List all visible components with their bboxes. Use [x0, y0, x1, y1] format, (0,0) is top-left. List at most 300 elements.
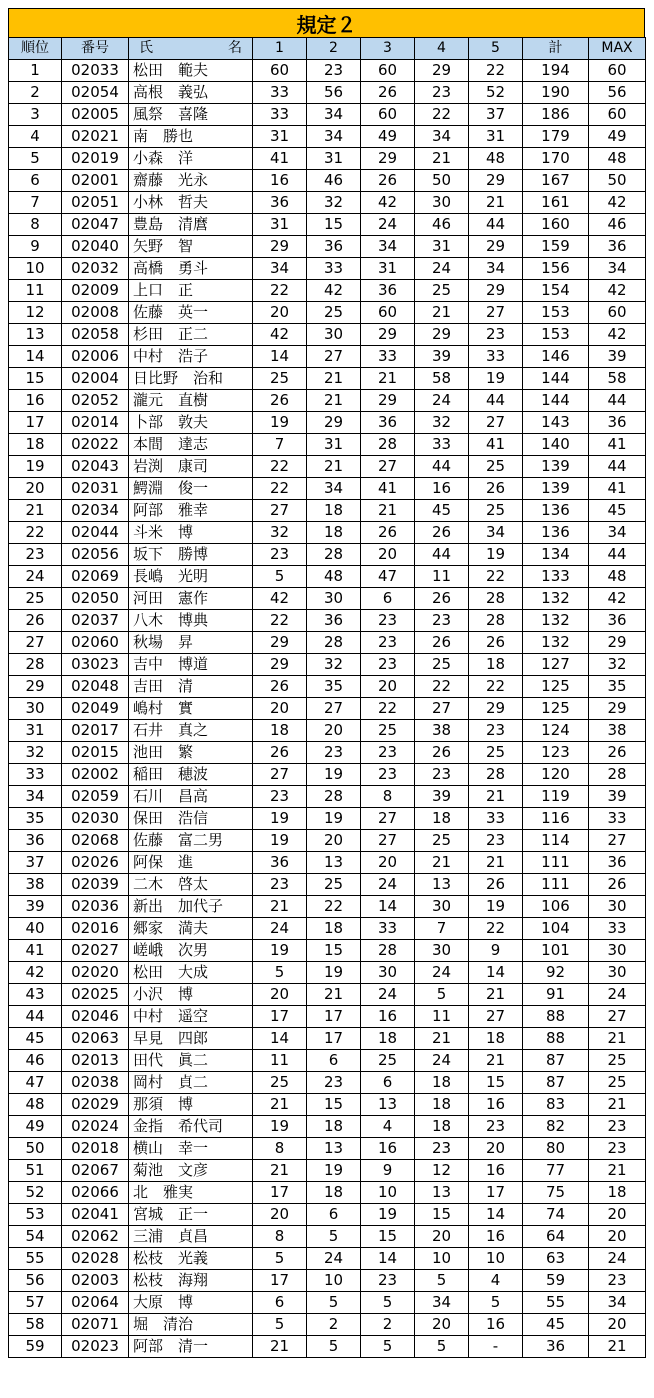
round-2-cell: 20 — [307, 720, 361, 742]
total-cell: 63 — [523, 1248, 589, 1270]
code-cell: 02032 — [62, 258, 129, 280]
round-5-cell: 31 — [469, 126, 523, 148]
name-cell: 宮城 正一 — [129, 1204, 253, 1226]
round-2-cell: 21 — [307, 390, 361, 412]
round-4-cell: 50 — [415, 170, 469, 192]
table-row — [9, 962, 646, 984]
table-row — [9, 214, 646, 236]
round-5-cell: 28 — [469, 588, 523, 610]
total-cell: 77 — [523, 1160, 589, 1182]
max-cell: 44 — [589, 544, 646, 566]
code-cell: 02015 — [62, 742, 129, 764]
name-cell: 那須 博 — [129, 1094, 253, 1116]
round-2-cell: 15 — [307, 214, 361, 236]
round-5-cell: 26 — [469, 632, 523, 654]
round-4-cell: 21 — [415, 148, 469, 170]
code-cell: 02028 — [62, 1248, 129, 1270]
table-row — [9, 412, 646, 434]
name-cell: 本間 達志 — [129, 434, 253, 456]
code-cell: 02054 — [62, 82, 129, 104]
max-cell: 60 — [589, 60, 646, 82]
round-3-cell: 28 — [361, 940, 415, 962]
round-1-cell: 17 — [253, 1270, 307, 1292]
rank-cell: 28 — [9, 654, 62, 676]
table-row — [9, 1270, 646, 1292]
round-3-cell: 24 — [361, 984, 415, 1006]
rank-cell: 43 — [9, 984, 62, 1006]
round-5-cell: 5 — [469, 1292, 523, 1314]
name-cell: 嵯峨 次男 — [129, 940, 253, 962]
code-cell: 02014 — [62, 412, 129, 434]
code-cell: 02056 — [62, 544, 129, 566]
code-cell: 02067 — [62, 1160, 129, 1182]
rank-cell: 6 — [9, 170, 62, 192]
code-cell: 02021 — [62, 126, 129, 148]
round-2-cell: 10 — [307, 1270, 361, 1292]
table-row — [9, 940, 646, 962]
table-row — [9, 1248, 646, 1270]
round-2-cell: 25 — [307, 302, 361, 324]
max-cell: 48 — [589, 566, 646, 588]
table-row — [9, 720, 646, 742]
round-5-cell: 14 — [469, 962, 523, 984]
rank-cell: 50 — [9, 1138, 62, 1160]
max-cell: 56 — [589, 82, 646, 104]
code-cell: 02052 — [62, 390, 129, 412]
table-row — [9, 346, 646, 368]
rank-cell: 55 — [9, 1248, 62, 1270]
max-cell: 21 — [589, 1160, 646, 1182]
round-5-cell: 27 — [469, 302, 523, 324]
round-2-cell: 28 — [307, 786, 361, 808]
round-3-cell: 60 — [361, 302, 415, 324]
total-cell: 179 — [523, 126, 589, 148]
round-4-cell: 26 — [415, 588, 469, 610]
total-cell: 116 — [523, 808, 589, 830]
max-cell: 24 — [589, 984, 646, 1006]
round-4-cell: 30 — [415, 940, 469, 962]
table-row — [9, 236, 646, 258]
name-cell: 岩渕 康司 — [129, 456, 253, 478]
round-2-cell: 13 — [307, 1138, 361, 1160]
round-4-cell: 58 — [415, 368, 469, 390]
name-cell: 小沢 博 — [129, 984, 253, 1006]
rank-cell: 20 — [9, 478, 62, 500]
rank-cell: 7 — [9, 192, 62, 214]
name-cell: 中村 遥空 — [129, 1006, 253, 1028]
table-row — [9, 874, 646, 896]
code-cell: 02006 — [62, 346, 129, 368]
max-cell: 60 — [589, 302, 646, 324]
name-cell: 新出 加代子 — [129, 896, 253, 918]
round-1-cell: 17 — [253, 1006, 307, 1028]
round-5-cell: 29 — [469, 236, 523, 258]
round-1-cell: 16 — [253, 170, 307, 192]
round-4-cell: 32 — [415, 412, 469, 434]
code-cell: 02025 — [62, 984, 129, 1006]
rank-cell: 33 — [9, 764, 62, 786]
round-1-cell: 14 — [253, 1028, 307, 1050]
total-cell: 83 — [523, 1094, 589, 1116]
col-header-name-given: 名 — [228, 40, 242, 56]
round-1-cell: 25 — [253, 1072, 307, 1094]
max-cell: 48 — [589, 148, 646, 170]
rank-cell: 45 — [9, 1028, 62, 1050]
round-2-cell: 22 — [307, 896, 361, 918]
max-cell: 23 — [589, 1116, 646, 1138]
round-3-cell: 6 — [361, 1072, 415, 1094]
rank-cell: 39 — [9, 896, 62, 918]
round-4-cell: 18 — [415, 808, 469, 830]
rank-cell: 47 — [9, 1072, 62, 1094]
round-4-cell: 10 — [415, 1248, 469, 1270]
round-5-cell: 41 — [469, 434, 523, 456]
max-cell: 38 — [589, 720, 646, 742]
total-cell: 106 — [523, 896, 589, 918]
round-1-cell: 27 — [253, 500, 307, 522]
max-cell: 26 — [589, 742, 646, 764]
max-cell: 42 — [589, 192, 646, 214]
total-cell: 124 — [523, 720, 589, 742]
round-5-cell: 27 — [469, 412, 523, 434]
round-5-cell: 23 — [469, 1116, 523, 1138]
name-cell: 阿部 清一 — [129, 1336, 253, 1358]
round-3-cell: 18 — [361, 1028, 415, 1050]
max-cell: 21 — [589, 1094, 646, 1116]
round-1-cell: 21 — [253, 896, 307, 918]
code-cell: 02044 — [62, 522, 129, 544]
name-cell: 松枝 光義 — [129, 1248, 253, 1270]
rank-cell: 24 — [9, 566, 62, 588]
round-3-cell: 29 — [361, 324, 415, 346]
rank-cell: 37 — [9, 852, 62, 874]
rank-cell: 31 — [9, 720, 62, 742]
table-row — [9, 1028, 646, 1050]
round-5-cell: 19 — [469, 896, 523, 918]
name-cell: 北 雅実 — [129, 1182, 253, 1204]
name-cell: 菊池 文彦 — [129, 1160, 253, 1182]
col-header-max: MAX — [589, 38, 646, 60]
max-cell: 29 — [589, 698, 646, 720]
rank-cell: 32 — [9, 742, 62, 764]
round-4-cell: 44 — [415, 544, 469, 566]
total-cell: 139 — [523, 456, 589, 478]
code-cell: 02001 — [62, 170, 129, 192]
round-2-cell: 6 — [307, 1204, 361, 1226]
code-cell: 02050 — [62, 588, 129, 610]
table-row — [9, 1226, 646, 1248]
code-cell: 02060 — [62, 632, 129, 654]
max-cell: 23 — [589, 1138, 646, 1160]
total-cell: 119 — [523, 786, 589, 808]
code-cell: 02016 — [62, 918, 129, 940]
rank-cell: 49 — [9, 1116, 62, 1138]
round-5-cell: 9 — [469, 940, 523, 962]
max-cell: 44 — [589, 390, 646, 412]
round-1-cell: 5 — [253, 1314, 307, 1336]
table-row — [9, 60, 646, 82]
max-cell: 33 — [589, 918, 646, 940]
round-4-cell: 30 — [415, 192, 469, 214]
round-3-cell: 14 — [361, 896, 415, 918]
round-5-cell: 21 — [469, 984, 523, 1006]
round-4-cell: 21 — [415, 1028, 469, 1050]
round-3-cell: 36 — [361, 280, 415, 302]
rank-cell: 57 — [9, 1292, 62, 1314]
round-1-cell: 42 — [253, 588, 307, 610]
round-2-cell: 31 — [307, 434, 361, 456]
name-cell: 三浦 貞昌 — [129, 1226, 253, 1248]
ranking-table — [8, 37, 646, 1358]
round-2-cell: 48 — [307, 566, 361, 588]
code-cell: 02023 — [62, 1336, 129, 1358]
round-4-cell: 39 — [415, 786, 469, 808]
round-4-cell: 26 — [415, 742, 469, 764]
round-2-cell: 42 — [307, 280, 361, 302]
table-row — [9, 1072, 646, 1094]
table-row — [9, 1050, 646, 1072]
code-cell: 02059 — [62, 786, 129, 808]
rank-cell: 16 — [9, 390, 62, 412]
round-2-cell: 30 — [307, 588, 361, 610]
round-3-cell: 20 — [361, 544, 415, 566]
round-2-cell: 21 — [307, 984, 361, 1006]
round-4-cell: 27 — [415, 698, 469, 720]
round-5-cell: 28 — [469, 610, 523, 632]
round-3-cell: 29 — [361, 148, 415, 170]
round-3-cell: 21 — [361, 500, 415, 522]
round-1-cell: 22 — [253, 280, 307, 302]
round-4-cell: 22 — [415, 676, 469, 698]
code-cell: 02002 — [62, 764, 129, 786]
total-cell: 186 — [523, 104, 589, 126]
round-4-cell: 5 — [415, 984, 469, 1006]
max-cell: 60 — [589, 104, 646, 126]
round-1-cell: 20 — [253, 698, 307, 720]
round-3-cell: 2 — [361, 1314, 415, 1336]
round-2-cell: 6 — [307, 1050, 361, 1072]
max-cell: 34 — [589, 522, 646, 544]
round-1-cell: 19 — [253, 412, 307, 434]
round-3-cell: 60 — [361, 60, 415, 82]
total-cell: 120 — [523, 764, 589, 786]
round-4-cell: 33 — [415, 434, 469, 456]
sheet-title: 規定２ — [8, 8, 645, 38]
round-2-cell: 19 — [307, 1160, 361, 1182]
table-row — [9, 82, 646, 104]
round-2-cell: 34 — [307, 126, 361, 148]
max-cell: 42 — [589, 324, 646, 346]
code-cell: 02040 — [62, 236, 129, 258]
round-1-cell: 20 — [253, 1204, 307, 1226]
name-cell: 石井 真之 — [129, 720, 253, 742]
round-3-cell: 13 — [361, 1094, 415, 1116]
table-row — [9, 1336, 646, 1358]
name-cell: 田代 眞二 — [129, 1050, 253, 1072]
round-2-cell: 5 — [307, 1336, 361, 1358]
round-1-cell: 22 — [253, 610, 307, 632]
table-row — [9, 896, 646, 918]
round-4-cell: 26 — [415, 522, 469, 544]
round-5-cell: 22 — [469, 60, 523, 82]
max-cell: 27 — [589, 830, 646, 852]
total-cell: 127 — [523, 654, 589, 676]
col-header-round-2: 2 — [307, 38, 361, 60]
round-4-cell: 20 — [415, 1226, 469, 1248]
round-2-cell: 15 — [307, 1094, 361, 1116]
round-2-cell: 2 — [307, 1314, 361, 1336]
round-2-cell: 24 — [307, 1248, 361, 1270]
rank-cell: 10 — [9, 258, 62, 280]
total-cell: 144 — [523, 368, 589, 390]
code-cell: 02017 — [62, 720, 129, 742]
max-cell: 50 — [589, 170, 646, 192]
total-cell: 87 — [523, 1050, 589, 1072]
round-1-cell: 18 — [253, 720, 307, 742]
table-row — [9, 456, 646, 478]
name-cell: 河田 憲作 — [129, 588, 253, 610]
code-cell: 02022 — [62, 434, 129, 456]
code-cell: 02048 — [62, 676, 129, 698]
name-cell: 杉田 正二 — [129, 324, 253, 346]
round-2-cell: 27 — [307, 346, 361, 368]
round-1-cell: 27 — [253, 764, 307, 786]
rank-cell: 35 — [9, 808, 62, 830]
round-2-cell: 13 — [307, 852, 361, 874]
table-row — [9, 368, 646, 390]
name-cell: 小林 哲夫 — [129, 192, 253, 214]
name-cell: 高根 義弘 — [129, 82, 253, 104]
round-3-cell: 10 — [361, 1182, 415, 1204]
code-cell: 02003 — [62, 1270, 129, 1292]
rank-cell: 26 — [9, 610, 62, 632]
name-cell: 嶋村 實 — [129, 698, 253, 720]
round-2-cell: 29 — [307, 412, 361, 434]
name-cell: 保田 浩信 — [129, 808, 253, 830]
round-3-cell: 4 — [361, 1116, 415, 1138]
name-cell: 金指 希代司 — [129, 1116, 253, 1138]
rank-cell: 2 — [9, 82, 62, 104]
max-cell: 29 — [589, 632, 646, 654]
round-4-cell: 38 — [415, 720, 469, 742]
table-row — [9, 126, 646, 148]
rank-cell: 18 — [9, 434, 62, 456]
name-cell: 中村 浩子 — [129, 346, 253, 368]
round-5-cell: 33 — [469, 808, 523, 830]
table-row — [9, 280, 646, 302]
total-cell: 45 — [523, 1314, 589, 1336]
round-2-cell: 28 — [307, 544, 361, 566]
round-3-cell: 23 — [361, 1270, 415, 1292]
code-cell: 02058 — [62, 324, 129, 346]
round-5-cell: 52 — [469, 82, 523, 104]
round-4-cell: 7 — [415, 918, 469, 940]
round-5-cell: 23 — [469, 324, 523, 346]
name-cell: 南 勝也 — [129, 126, 253, 148]
round-3-cell: 9 — [361, 1160, 415, 1182]
round-5-cell: - — [469, 1336, 523, 1358]
total-cell: 159 — [523, 236, 589, 258]
code-cell: 02036 — [62, 896, 129, 918]
code-cell: 02041 — [62, 1204, 129, 1226]
round-5-cell: 21 — [469, 192, 523, 214]
table-row — [9, 1292, 646, 1314]
max-cell: 36 — [589, 852, 646, 874]
round-3-cell: 33 — [361, 918, 415, 940]
round-3-cell: 6 — [361, 588, 415, 610]
table-row — [9, 1116, 646, 1138]
total-cell: 80 — [523, 1138, 589, 1160]
code-cell: 02019 — [62, 148, 129, 170]
round-1-cell: 19 — [253, 808, 307, 830]
round-1-cell: 33 — [253, 104, 307, 126]
name-cell: 風祭 喜隆 — [129, 104, 253, 126]
round-3-cell: 41 — [361, 478, 415, 500]
round-4-cell: 24 — [415, 258, 469, 280]
round-1-cell: 11 — [253, 1050, 307, 1072]
round-3-cell: 27 — [361, 808, 415, 830]
round-5-cell: 15 — [469, 1072, 523, 1094]
round-4-cell: 18 — [415, 1116, 469, 1138]
round-1-cell: 42 — [253, 324, 307, 346]
max-cell: 42 — [589, 280, 646, 302]
name-cell: 吉中 博道 — [129, 654, 253, 676]
code-cell: 02030 — [62, 808, 129, 830]
round-1-cell: 24 — [253, 918, 307, 940]
round-5-cell: 23 — [469, 830, 523, 852]
col-header-round-5: 5 — [469, 38, 523, 60]
round-3-cell: 23 — [361, 654, 415, 676]
name-cell: 稲田 穂波 — [129, 764, 253, 786]
total-cell: 123 — [523, 742, 589, 764]
score-sheet — [8, 8, 645, 1358]
total-cell: 134 — [523, 544, 589, 566]
round-1-cell: 20 — [253, 302, 307, 324]
table-row — [9, 632, 646, 654]
rank-cell: 1 — [9, 60, 62, 82]
rank-cell: 58 — [9, 1314, 62, 1336]
col-header-name-family: 氏 — [139, 40, 153, 56]
name-cell: 佐藤 英一 — [129, 302, 253, 324]
total-cell: 88 — [523, 1006, 589, 1028]
round-4-cell: 30 — [415, 896, 469, 918]
max-cell: 41 — [589, 434, 646, 456]
total-cell: 74 — [523, 1204, 589, 1226]
name-cell: 池田 繁 — [129, 742, 253, 764]
table-row — [9, 390, 646, 412]
rank-cell: 23 — [9, 544, 62, 566]
code-cell: 02038 — [62, 1072, 129, 1094]
name-cell: 横山 幸一 — [129, 1138, 253, 1160]
code-cell: 02024 — [62, 1116, 129, 1138]
max-cell: 46 — [589, 214, 646, 236]
rank-cell: 9 — [9, 236, 62, 258]
max-cell: 25 — [589, 1072, 646, 1094]
round-2-cell: 17 — [307, 1028, 361, 1050]
round-5-cell: 18 — [469, 654, 523, 676]
max-cell: 20 — [589, 1314, 646, 1336]
code-cell: 02068 — [62, 830, 129, 852]
round-2-cell: 5 — [307, 1226, 361, 1248]
round-4-cell: 44 — [415, 456, 469, 478]
code-cell: 02062 — [62, 1226, 129, 1248]
round-5-cell: 14 — [469, 1204, 523, 1226]
max-cell: 36 — [589, 610, 646, 632]
total-cell: 111 — [523, 874, 589, 896]
table-row — [9, 610, 646, 632]
round-3-cell: 47 — [361, 566, 415, 588]
round-3-cell: 31 — [361, 258, 415, 280]
